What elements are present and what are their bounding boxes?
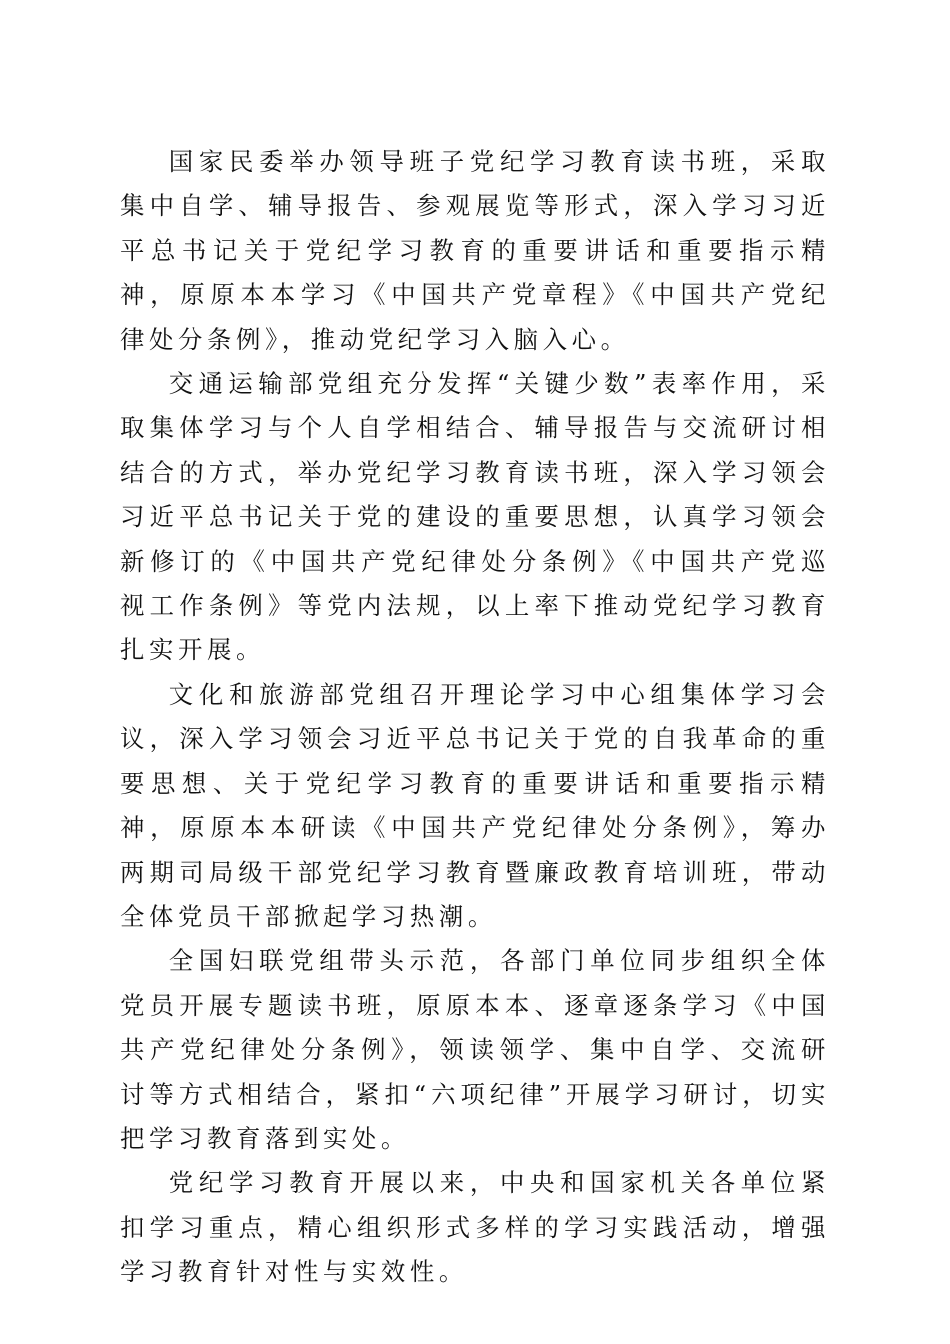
paragraph-womens-federation: 全国妇联党组带头示范，各部门单位同步组织全体党员开展专题读书班，原原本本、逐章逐条学习《中国共产党纪律处分条例》，领读领学、集中自学、交流研讨等方式相结合，紧扣“六项纪律”开展学习研讨，切实把学习教育落到实处。 xyxy=(120,946,830,1153)
paragraph-culture-tourism: 文化和旅游部党组召开理论学习中心组集体学习会议，深入学习领会习近平总书记关于党的自我革命的重要思想、关于党纪学习教育的重要讲话和重要指示精神，原原本本研读《中国共产党纪律处分条例》，筹办两期司局级干部党纪学习教育暨廉政教育培训班，带动全体党员干部掀起学习热潮。 xyxy=(120,679,830,931)
paragraph-summary: 党纪学习教育开展以来，中央和国家机关各单位紧扣学习重点，精心组织形式多样的学习实践活动，增强学习教育针对性与实效性。 xyxy=(120,1168,830,1287)
paragraph-transport: 交通运输部党组充分发挥“关键少数”表率作用，采取集体学习与个人自学相结合、辅导报告与交流研讨相结合的方式，举办党纪学习教育读书班，深入学习领会习近平总书记关于党的建设的重要思想，认真学习领会新修订的《中国共产党纪律处分条例》《中国共产党巡视工作条例》等党内法规，以上率下推动党纪学习教育扎实开展。 xyxy=(120,369,830,665)
document-body xyxy=(120,140,830,1295)
paragraph-ethnic-affairs: 国家民委举办领导班子党纪学习教育读书班，采取集中自学、辅导报告、参观展览等形式，深入学习习近平总书记关于党纪学习教育的重要讲话和重要指示精神，原原本本学习《中国共产党章程》《中国共产党纪律处分条例》，推动党纪学习入脑入心。 xyxy=(120,147,830,354)
